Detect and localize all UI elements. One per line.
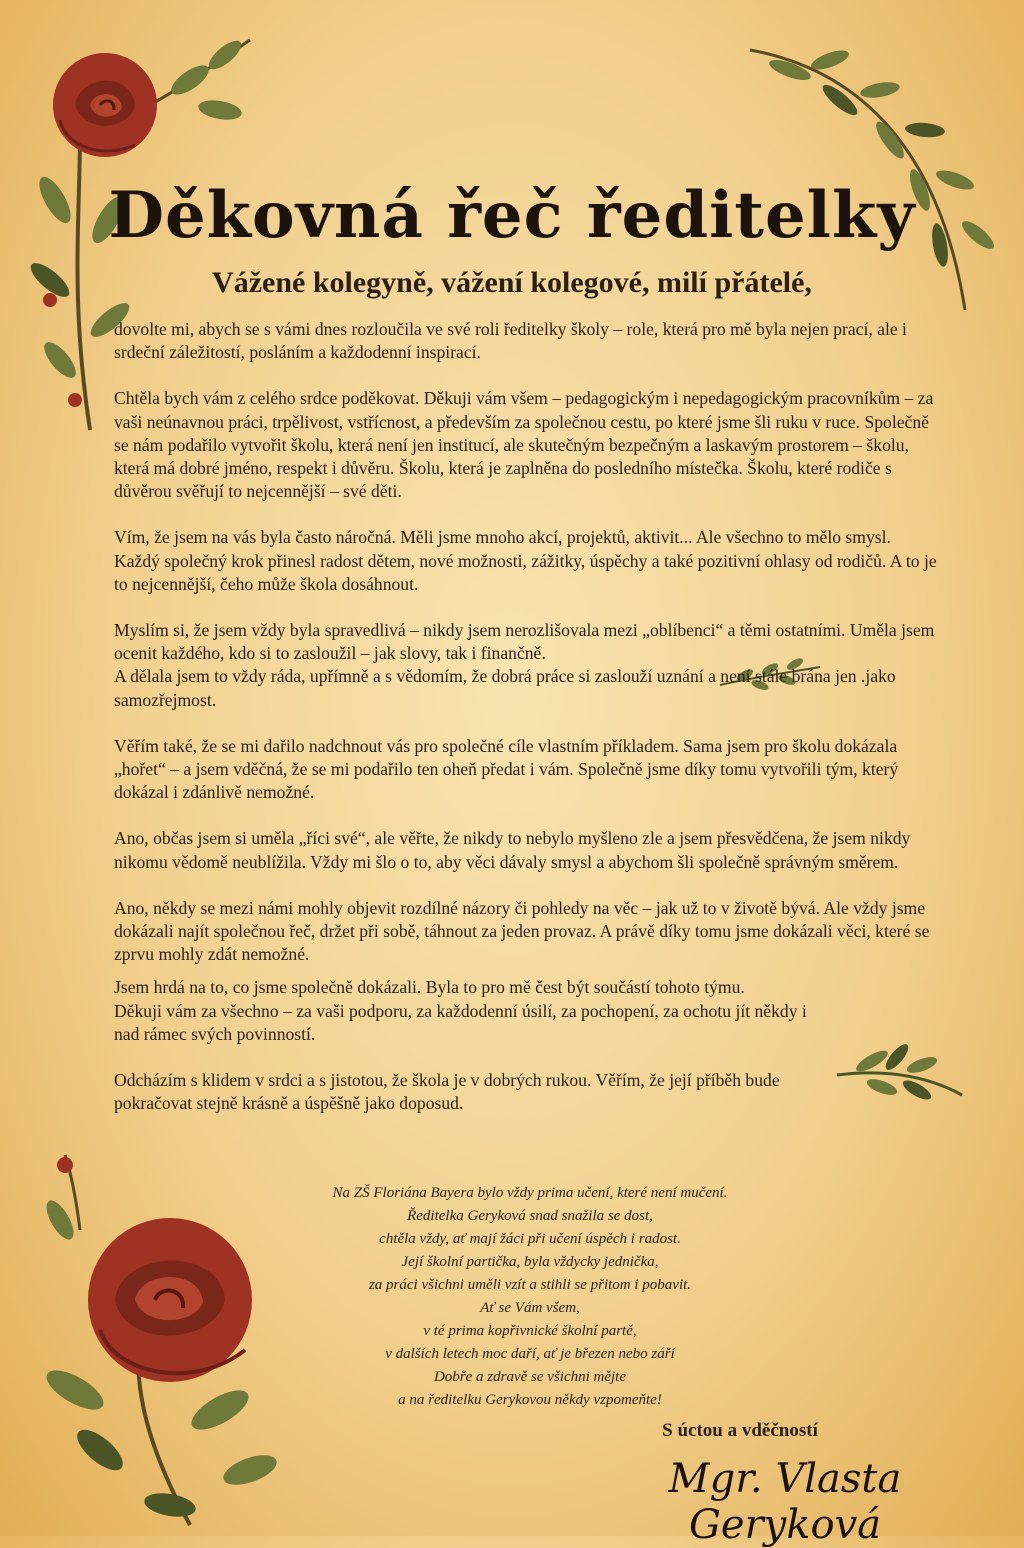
closing-phrase: S úctou a vděčností: [662, 1420, 818, 1441]
poem-line: chtěla vždy, ať mají žáci při učení úspěch i radost.: [379, 1231, 681, 1247]
poem-line: a na ředitelku Gerykovou někdy vzpomeňte!: [398, 1392, 662, 1408]
paragraph: dovolte mi, abych se s vámi dnes rozloučila ve své roli ředitelky školy – role, která pro mě byla nejen prací, ale i srdeční záležitostí, posláním a každodenní inspirací.: [114, 319, 907, 363]
poem-line: v té prima kopřivnické školní partě,: [423, 1323, 637, 1339]
poem-line: Ať se Vám všem,: [480, 1300, 580, 1316]
paragraph: Vím, že jsem na vás byla často náročná. Měli jsme mnoho akcí, projektů, aktivit... Ale všechno to mělo smysl. Každý společný krok přinesl radost dětem, nové možnosti, zážitky, úspěchy a také pozitivní ohlasy od rodičů. A to je to nejcennější, čeho může škola dosáhnout.: [114, 527, 937, 594]
poem-line: Na ZŠ Floriána Bayera bylo vždy prima učení, které není mučení.: [332, 1185, 728, 1201]
paragraph: Věřím také, že se mi dařilo nadchnout vás pro společné cíle vlastním příkladem. Sama jsem pro školu dokázala „hořet“ – a jsem vděčná, že se mi podařilo ten oheň předat i vám. Společně jsme díky tomu vytvořili tým, který dokázal i zdánlivě nemožné.: [114, 735, 899, 803]
farewell-poem: [250, 1182, 810, 1412]
paragraph: Chtěla bych vám z celého srdce poděkovat. Děkuji vám všem – pedagogickým i nepedagogickým pracovníkům – za vaši neúnavnou práci, trpělivost, vstřícnost, a především za společnou cestu, po které jsme šli ruku v ruce. Společně se nám podařilo vytvořit školu, která není jen institucí, ale skutečným bezpečným a laskavým prostorem – školu, která má dobré jméno, respekt i důvěru. Školu, která je zaplněna do posledního místečka. Školu, které rodiče s důvěrou svěřují to nejcennější – své děti.: [114, 388, 934, 502]
speech-body: [114, 318, 938, 1138]
greeting-subtitle: Vážené kolegyně, vážení kolegové, milí přátelé,: [212, 266, 812, 299]
paragraph: Jsem hrdá na to, co jsme společně dokázali. Byla to pro mě čest být součástí tohoto týmu.: [114, 977, 745, 998]
poem-line: Dobře a zdravě se všichni mějte: [433, 1369, 627, 1385]
paragraph: Odcházím s klidem v srdci a s jistotou, že škola je v dobrých rukou. Věřím, že její příběh bude pokračovat stejně krásně a úspěšně jako doposud.: [114, 1070, 780, 1114]
paragraph: Ano, někdy se mezi námi mohly objevit rozdílné názory či pohledy na věc – jak už to v životě bývá. Ale vždy jsme dokázali najít společnou řeč, držet při sobě, táhnout za jeden provaz. A právě díky tomu jsme dokázali věci, které se zprvu mohly zdát nemožné.: [114, 897, 930, 965]
poem-line: za práci všichni uměli vzít a stihli se přitom i pobavit.: [368, 1277, 692, 1293]
page-title: Děkovná řeč ředitelky: [108, 178, 916, 253]
poem-line: v dalších letech moc daří, ať je březen nebo září: [385, 1346, 675, 1362]
paragraph: A dělala jsem to vždy ráda, upřímně a s vědomím, že dobrá práce si zaslouží uznání a není stále brána jen .jako samozřejmost.: [114, 666, 896, 710]
paragraph: Myslím si, že jsem vždy byla spravedlivá – nikdy jsem nerozlišovala mezi „oblíbenci“ a těmi ostatními. Uměla jsem ocenit každého, kdo si to zasloužil – jak slovy, tak i finančně.: [114, 620, 935, 664]
poem-line: Ředitelka Geryková snad snažila se dost,: [407, 1208, 653, 1224]
paragraph: Ano, občas jsem si uměla „říci své“, ale věřte, že nikdy to nebylo myšleno zle a jsem přesvědčena, že jsem nikdy nikomu vědomě neublížila. Vždy mi šlo o to, aby věci dávaly smysl a abychom šli společně správným směrem.: [114, 828, 911, 872]
paragraph: Děkuji vám za všechno – za vaši podporu, za každodenní úsilí, za pochopení, za ochotu jít někdy i nad rámec svých povinností.: [114, 1000, 807, 1044]
signature: Mgr. Vlasta Geryková: [668, 1456, 902, 1548]
poem-line: Její školní partička, byla vždycky jednička,: [401, 1254, 659, 1270]
